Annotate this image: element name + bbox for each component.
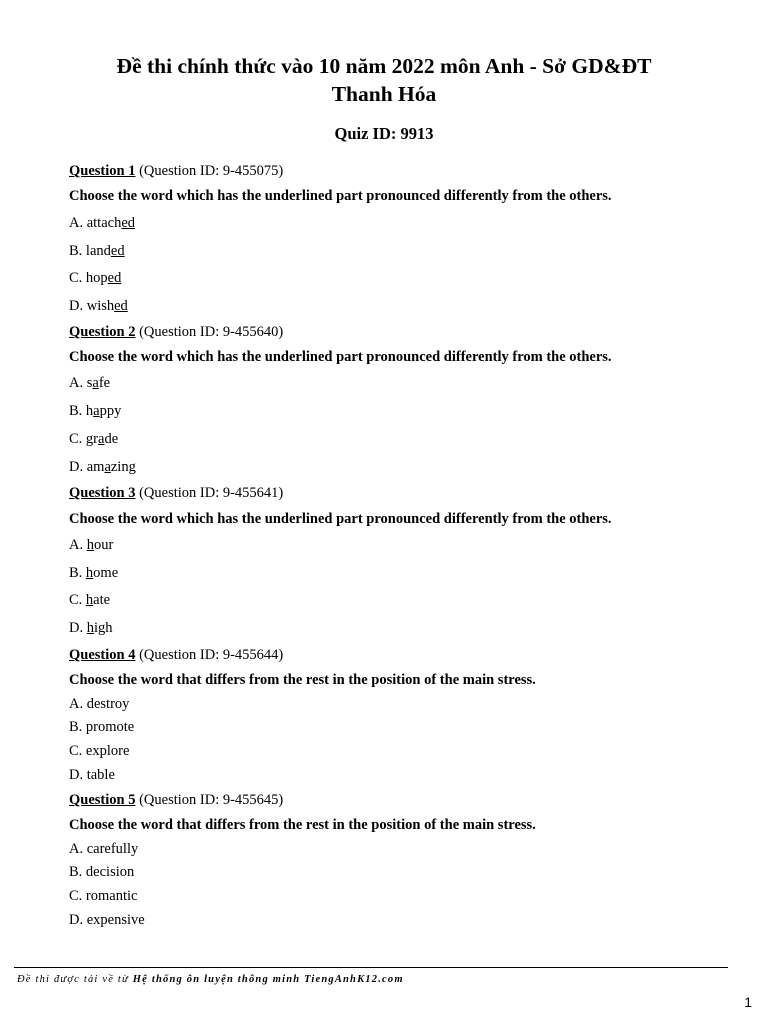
option-underlined-part: a	[98, 431, 105, 447]
answer-option	[69, 430, 118, 448]
question-header	[69, 791, 283, 809]
question-header	[69, 162, 283, 180]
option-text: A. s	[69, 375, 93, 391]
option-text: A. destroy	[69, 696, 130, 712]
option-text: B. promote	[69, 719, 135, 735]
answer-option	[69, 887, 137, 905]
question-header	[69, 484, 283, 502]
option-text: C. hop	[69, 270, 108, 286]
option-text: D.	[69, 620, 87, 636]
question-instruction: Choose the word that differs from the rest in the position of the main stress.	[69, 817, 536, 833]
answer-option	[69, 214, 135, 232]
footer-site: Hệ thống ôn luyện thông minh TiengAnhK12.com	[132, 974, 404, 985]
question-instruction: Choose the word that differs from the rest in the position of the main stress.	[69, 672, 536, 688]
question-id: (Question ID: 9-455644)	[139, 647, 284, 663]
question-label: Question 5	[69, 792, 136, 808]
option-underlined-part: ed	[107, 270, 122, 286]
footer-text	[17, 974, 404, 985]
option-underlined-part: ed	[114, 298, 128, 314]
footer-prefix: Đề thi được tải về từ	[17, 974, 129, 985]
option-text: C. romantic	[69, 888, 138, 904]
option-underlined-part: ed	[110, 243, 125, 259]
title-line-1: Đề thi chính thức vào 10 năm 2022 môn Anh - Sở GD&ĐT	[116, 54, 652, 78]
question-instruction: Choose the word which has the underlined part pronounced differently from the others.	[69, 511, 612, 527]
option-text: B. decision	[69, 864, 135, 880]
answer-option	[69, 297, 128, 315]
option-text-rest: de	[104, 431, 119, 447]
option-underlined-part: a	[104, 459, 111, 475]
title-line-2: Thanh Hóa	[331, 82, 437, 106]
footer-divider	[14, 967, 728, 968]
option-text: C. gr	[69, 431, 98, 447]
option-text-rest: ome	[93, 565, 119, 581]
option-text-rest: fe	[98, 375, 111, 391]
option-underlined-part: h	[85, 592, 94, 608]
answer-option	[69, 591, 110, 609]
answer-option	[69, 564, 118, 582]
page-number: 1	[744, 994, 752, 1010]
answer-option	[69, 718, 134, 736]
quiz-id: Quiz ID: 9913	[334, 124, 434, 143]
answer-option	[69, 242, 125, 260]
option-text: A.	[69, 537, 87, 553]
option-text: C. explore	[69, 743, 130, 759]
option-text: C.	[69, 592, 86, 608]
document-title	[40, 52, 728, 108]
question-instruction: Choose the word which has the underlined part pronounced differently from the others.	[69, 349, 612, 365]
option-underlined-part: ed	[121, 215, 136, 231]
option-text-rest: ppy	[99, 403, 122, 419]
answer-option	[69, 863, 134, 881]
answer-option	[69, 695, 129, 713]
question-id: (Question ID: 9-455645)	[139, 792, 284, 808]
answer-option	[69, 536, 113, 554]
answer-option	[69, 911, 145, 929]
question-label: Question 4	[69, 647, 136, 663]
answer-option	[69, 374, 110, 392]
option-text-rest: our	[93, 537, 114, 553]
option-text: D. wish	[69, 298, 115, 314]
option-text: D. expensive	[69, 912, 145, 928]
answer-option	[69, 766, 115, 784]
option-text-rest: igh	[93, 620, 113, 636]
option-text: D. am	[69, 459, 105, 475]
answer-option	[69, 840, 138, 858]
option-text-rest: ate	[93, 592, 111, 608]
question-instruction: Choose the word which has the underlined part pronounced differently from the others.	[69, 188, 612, 204]
option-underlined-part: h	[86, 620, 94, 636]
option-underlined-part: h	[86, 537, 94, 553]
option-text: A. carefully	[69, 841, 139, 857]
option-text: B.	[69, 565, 86, 581]
option-text-rest: zing	[110, 459, 136, 475]
question-label: Question 1	[69, 163, 136, 179]
option-text: B. land	[69, 243, 111, 259]
question-id: (Question ID: 9-455640)	[139, 324, 284, 340]
option-text: A. attach	[69, 215, 122, 231]
question-label: Question 3	[69, 485, 136, 501]
option-underlined-part: h	[85, 565, 94, 581]
option-underlined-part: a	[93, 403, 100, 419]
option-text: D. table	[69, 767, 115, 783]
question-header	[69, 646, 283, 664]
question-label: Question 2	[69, 324, 136, 340]
answer-option	[69, 269, 121, 287]
answer-option	[69, 402, 121, 420]
question-id: (Question ID: 9-455075)	[139, 163, 284, 179]
question-header	[69, 323, 283, 341]
question-id: (Question ID: 9-455641)	[139, 485, 284, 501]
option-text: B. h	[69, 403, 94, 419]
answer-option	[69, 619, 113, 637]
answer-option	[69, 458, 136, 476]
answer-option	[69, 742, 129, 760]
option-underlined-part: a	[92, 375, 99, 391]
